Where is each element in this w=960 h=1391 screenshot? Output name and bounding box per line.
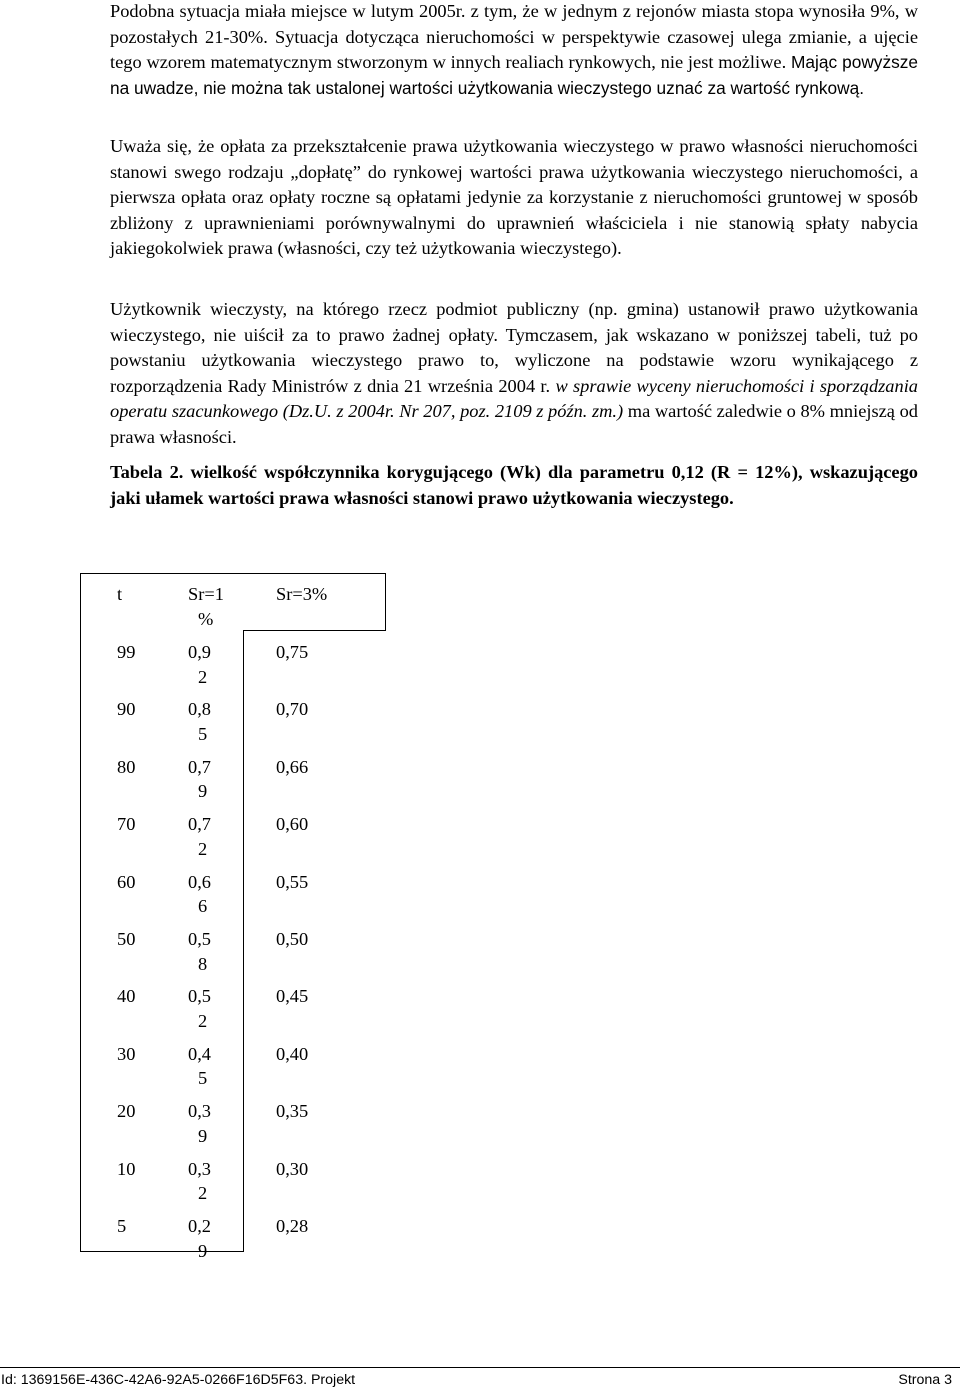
- paragraph-3-text: Użytkownik wieczysty, na którego rzecz podmiot publiczny (np. gmina) ustanowił prawo użytkowania wieczystego, nie uiścił za to prawo żadnej opłaty. Tymczasem, jak wskazano w poniższej tabeli, tuż po powstaniu użytkowania wieczystego prawo to, wyliczone na podstawie wzoru wynikającego z rozporządzenia Rady Ministrów z dnia 21 września 2004 r.: [110, 299, 918, 396]
- table-header-sr1: [188, 582, 222, 631]
- table-cell-sr1-line2: 8: [198, 953, 208, 974]
- table-cell-sr3: 0,50: [276, 929, 309, 949]
- table-cell-sr1: [188, 870, 222, 919]
- table-cell-sr1-line2: 5: [198, 1068, 208, 1089]
- table-cell-sr1: [188, 697, 222, 746]
- table-border-step: [243, 630, 386, 631]
- table-cell-sr1-line1: 0,5: [188, 929, 211, 949]
- table-cell-sr1-line2: 9: [198, 1125, 208, 1146]
- table-cell-t: 50: [117, 929, 136, 949]
- table-cell-sr1-line1: 0,2: [188, 1216, 211, 1236]
- table-cell-sr1-line2: 2: [198, 1183, 208, 1204]
- table-header-sr3: Sr=3%: [276, 584, 328, 604]
- table-border-top: [80, 573, 386, 574]
- table-cell-sr3: 0,60: [276, 814, 309, 835]
- table-cell-sr3: 0,35: [276, 1101, 309, 1122]
- table-cell-t: 40: [117, 986, 136, 1007]
- table-border-left: [80, 573, 81, 1252]
- table-cell-sr1-line1: 0,3: [188, 1101, 211, 1122]
- table-cell-sr1-line1: 0,7: [188, 814, 211, 835]
- table-cell-sr1-line2: 9: [198, 781, 208, 802]
- paragraph-3: [110, 297, 918, 450]
- table-cell-sr1-line2: 5: [198, 723, 208, 744]
- table-cell-sr1-line1: 0,9: [188, 642, 211, 662]
- table-cell-sr3: 0,75: [276, 642, 309, 662]
- paragraph-1-sans-text: Mając powyższe na uwadze, nie można tak ustalonej wartości użytkowania wieczystego uznać za wartość rynkową.: [110, 52, 918, 98]
- table-cell-sr1: [188, 755, 222, 804]
- table-cell-t: 10: [117, 1158, 136, 1179]
- table-header-sr1-line2: %: [198, 608, 214, 629]
- footer-divider: [0, 1367, 960, 1368]
- table-cell-sr3: 0,40: [276, 1043, 309, 1064]
- table-cell-sr3: 0,66: [276, 756, 309, 777]
- table-cell-t: 20: [117, 1101, 136, 1122]
- table-cell-sr1: [188, 1042, 222, 1091]
- table-cell-sr1-line2: 9: [198, 1240, 208, 1261]
- table-cell-sr3: 0,70: [276, 699, 309, 720]
- table-cell-sr1: [188, 1214, 222, 1263]
- table-cell-sr1: [188, 1099, 222, 1148]
- footer-document-id: Id: 1369156E-436C-42A6-92A5-0266F16D5F63. Projekt: [1, 1372, 356, 1388]
- table-border-header-right: [385, 573, 386, 631]
- table-cell-sr1-line1: 0,8: [188, 699, 211, 720]
- paragraph-1: [110, 0, 918, 101]
- table-caption: Tabela 2. wielkość współczynnika korygującego (Wk) dla parametru 0,12 (R = 12%), wskazującego jaki ułamek wartości prawa własności stanowi prawo użytkowania wieczystego.: [110, 462, 918, 508]
- table-cell-t: 60: [117, 871, 136, 892]
- table-cell-sr3: 0,55: [276, 871, 309, 892]
- table-cell-sr3: 0,30: [276, 1158, 309, 1179]
- table-cell-sr1: [188, 640, 222, 689]
- table-cell-t: 99: [117, 642, 136, 662]
- table-cell-sr1: [188, 984, 222, 1033]
- table-cell-sr1: [188, 812, 222, 861]
- paragraph-3-text-end: ma wartość zaledwie o 8% mniejszą od prawa własności.: [110, 401, 918, 447]
- table-cell-t: 80: [117, 756, 136, 777]
- table-header-sr1-line1: Sr=1: [188, 584, 224, 604]
- table-cell-sr1: [188, 1157, 222, 1206]
- table-cell-t: 90: [117, 699, 136, 720]
- table-cell-sr1-line2: 6: [198, 896, 208, 917]
- table-cell-sr1-line2: 2: [198, 1010, 208, 1031]
- table-cell-t: 5: [117, 1216, 127, 1236]
- paragraph-1-text: Podobna sytuacja miała miejsce w lutym 2005r. z tym, że w jednym z rejonów miasta stopa wynosiła 9%, w pozostałych 21-30%. Sytuacja dotycząca nieruchomości w perspektywie czasowej ulega zmianie, a ujęcie tego wzorem matematycznym stworzonym w innych realiach rynkowych, nie jest możliwe.: [110, 1, 918, 72]
- table-header-t: t: [117, 584, 123, 604]
- table-cell-sr1-line2: 2: [198, 666, 208, 687]
- table-cell-sr1-line1: 0,3: [188, 1158, 211, 1179]
- table-cell-sr1-line1: 0,7: [188, 756, 211, 777]
- paragraph-2: Uważa się, że opłata za przekształcenie prawa użytkowania wieczystego w prawo własności nieruchomości stanowi swego rodzaju „dopłatę” do rynkowej wartości prawa użytkowania wieczystego nieruchomości, a pierwsza opłata oraz opłaty roczne są opłatami jedynie za korzystanie z nieruchomości gruntowej w sposób zbliżony z uprawnieniami porównywalnymi do uprawnień właściciela i nie stanowią spłaty nabycia jakiegokolwiek prawa (własności, czy też użytkowania wieczystego).: [110, 136, 918, 258]
- table-cell-t: 70: [117, 814, 136, 835]
- table-cell-sr1-line1: 0,6: [188, 871, 211, 892]
- table-cell-sr3: 0,28: [276, 1216, 309, 1236]
- footer-page-number: Strona 3: [898, 1372, 952, 1388]
- table-cell-sr1-line1: 0,4: [188, 1043, 211, 1064]
- paragraph-3-citation: w sprawie wyceny nieruchomości i sporządzania operatu szacunkowego (Dz.U. z 2004r. Nr 207, poz. 2109 z późn. zm.): [110, 375, 918, 421]
- table-cell-sr1: [188, 927, 222, 976]
- table-cell-sr1-line1: 0,5: [188, 986, 211, 1007]
- table-cell-sr3: 0,45: [276, 986, 309, 1007]
- table-cell-t: 30: [117, 1043, 136, 1064]
- table-border-right: [243, 630, 244, 1252]
- table-cell-sr1-line2: 2: [198, 838, 208, 859]
